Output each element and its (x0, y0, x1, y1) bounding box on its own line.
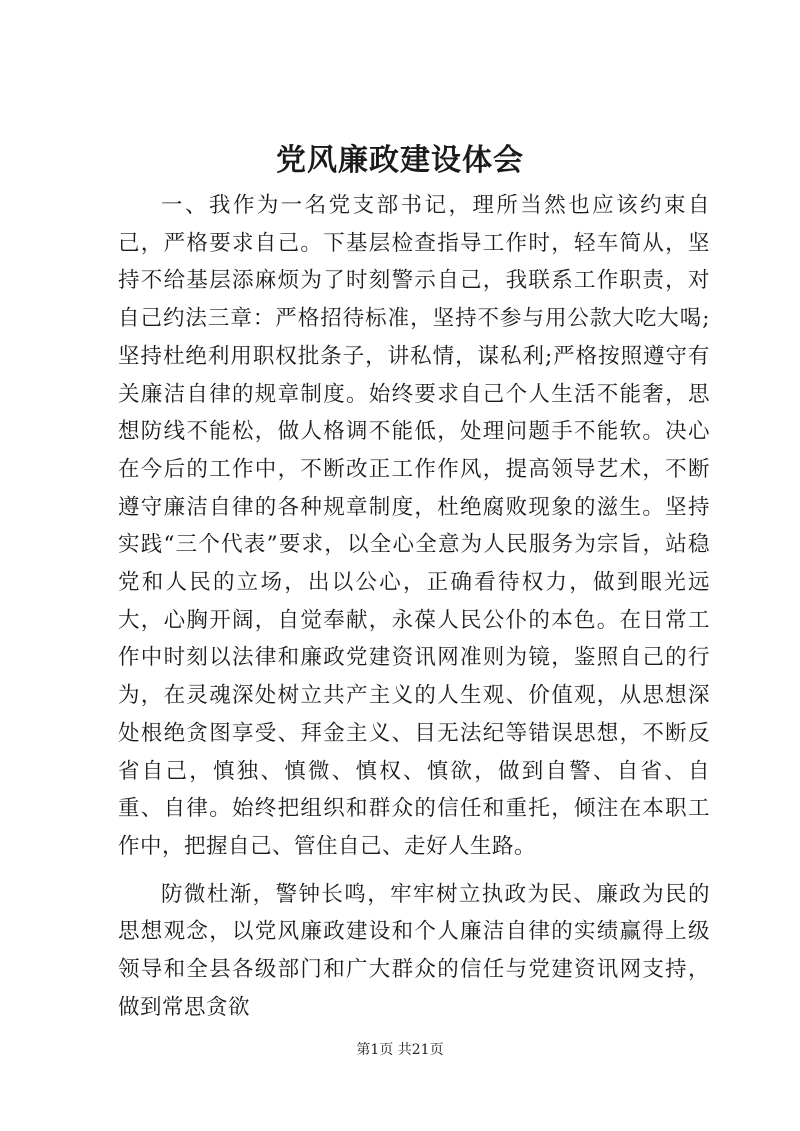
paragraph-2: 防微杜渐，警钟长鸣，牢牢树立执政为民、廉政为民的思想观念，以党风廉政建设和个人廉洁自律的实绩赢得上级领导和全县各级部门和广大群众的信任与党建资讯网支持，做到常思贪欲 (118, 881, 710, 1020)
page-number-footer: 第1页 共21页 (356, 1042, 444, 1058)
paragraph-1: 一、我作为一名党支部书记，理所当然也应该约束自己，严格要求自己。下基层检查指导工作时，轻车简从，坚持不给基层添麻烦为了时刻警示自己，我联系工作职责，对自己约法三章：严格招待标准，坚持不参与用公款大吃大喝;坚持杜绝利用职权批条子，讲私情，谋私利;严格按照遵守有关廉洁自律的规章制度。始终要求自己个人生活不能奢，思想防线不能松，做人格调不能低，处理问题手不能软。决心在今后的工作中，不断改正工作作风，提高领导艺术，不断遵守廉洁自律的各种规章制度，杜绝腐败现象的滋生。坚持实践“三个代表”要求，以全心全意为人民服务为宗旨，站稳党和人民的立场，出以公心，正确看待权力，做到眼光远大，心胸开阔，自觉奉献，永葆人民公仆的本色。在日常工作中时刻以法律和廉政党建资讯网准则为镜，鉴照自己的行为，在灵魂深处树立共产主义的人生观、价值观，从思想深处根绝贪图享受、拜金主义、目无法纪等错误思想，不断反省自己，慎独、慎微、慎权、慎欲，做到自警、自省、自重、自律。始终把组织和群众的信任和重托，倾注在本职工作中，把握自己、管住自己、走好人生路。 (118, 193, 710, 859)
document-title: 党风廉政建设体会 (276, 143, 524, 178)
document-body (118, 187, 710, 1026)
